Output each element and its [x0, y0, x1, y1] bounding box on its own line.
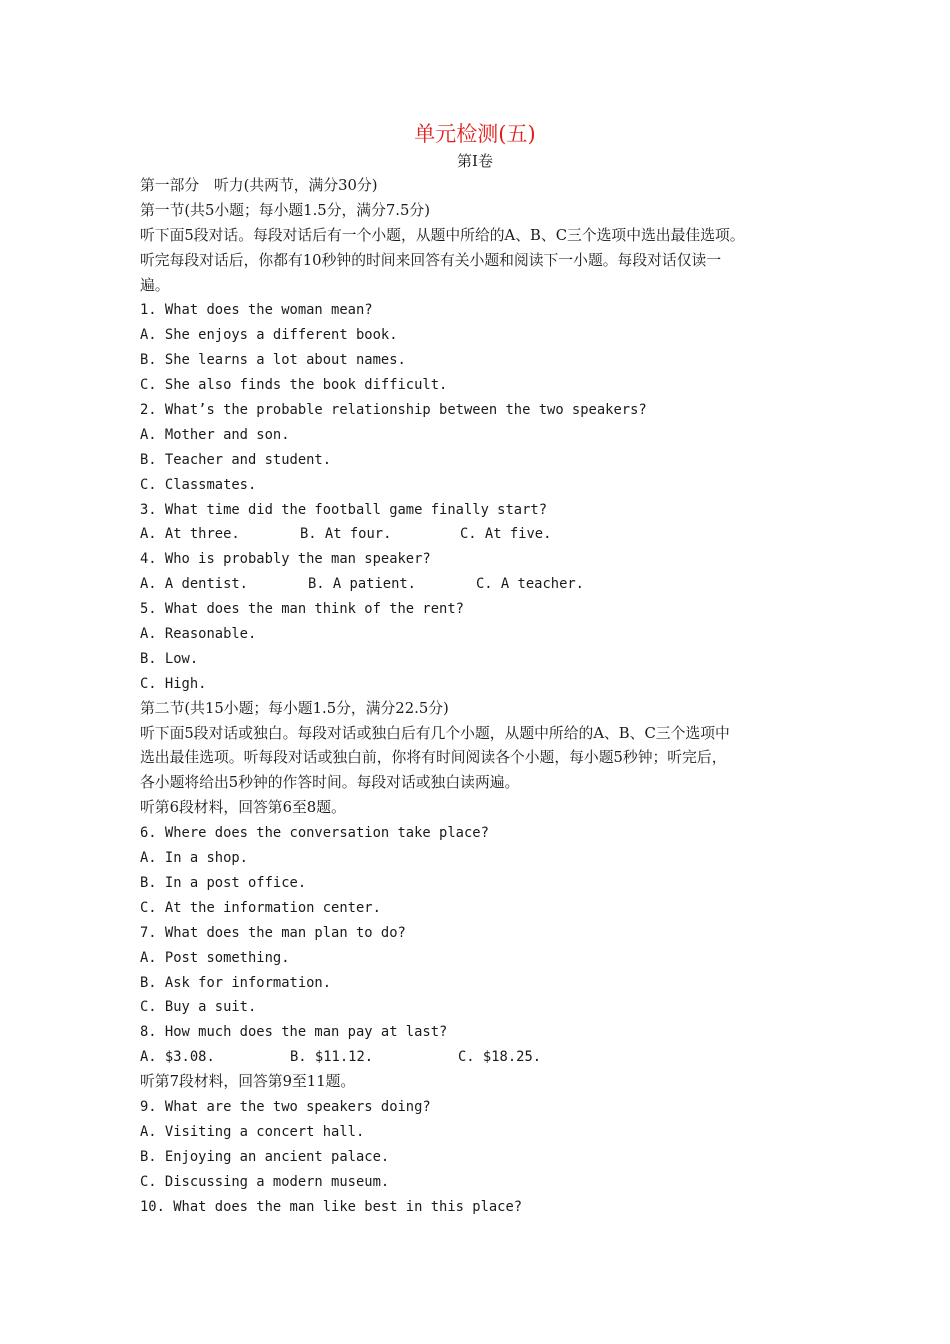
option: A. Visiting a concert hall. [140, 1123, 365, 1140]
question-6: 6. Where does the conversation take place? [140, 825, 489, 842]
volume-label: 第Ⅰ卷 [457, 152, 493, 170]
question-2: 2. What’s the probable relationship between the two speakers? [140, 402, 647, 419]
option: A. $3.08. [140, 1049, 215, 1066]
options-row [140, 572, 830, 597]
option: B. A patient. [308, 576, 416, 593]
question-5: 5. What does the man think of the rent? [140, 601, 464, 618]
option: C. Discussing a modern museum. [140, 1173, 390, 1190]
option: C. Buy a suit. [140, 999, 257, 1016]
options-row [140, 522, 830, 547]
document-title: 单元检测(五) [414, 122, 536, 146]
part-heading: 第一部分 听力(共两节，满分30分) [140, 177, 378, 194]
question-4: 4. Who is probably the man speaker? [140, 551, 431, 568]
material-note: 听第7段材料，回答第9至11题。 [140, 1073, 356, 1091]
question-3: 3. What time did the football game finally start? [140, 501, 548, 518]
option: A. At three. [140, 526, 240, 543]
question-1: 1. What does the woman mean? [140, 302, 373, 319]
option: B. Teacher and student. [140, 451, 332, 468]
option: A. A dentist. [140, 576, 248, 593]
instruction-line: 听完每段对话后，你都有10秒钟的时间来回答有关小题和阅读下一小题。每段对话仅读一 [140, 251, 722, 269]
question-9: 9. What are the two speakers doing? [140, 1098, 431, 1115]
option: C. She also finds the book difficult. [140, 377, 448, 394]
option: B. In a post office. [140, 874, 307, 891]
option: C. Classmates. [140, 476, 257, 493]
option: C. A teacher. [476, 576, 584, 593]
instruction-line: 听下面5段对话。每段对话后有一个小题，从题中所给的A、B、C三个选项中选出最佳选项。 [140, 226, 745, 244]
question-10: 10. What does the man like best in this place? [140, 1198, 523, 1215]
option: C. At the information center. [140, 899, 381, 916]
options-row [140, 1045, 830, 1070]
instruction-line: 各小题将给出5秒钟的作答时间。每段对话或独白读两遍。 [140, 774, 520, 792]
option: A. She enjoys a different book. [140, 327, 398, 344]
option: A. Reasonable. [140, 626, 257, 643]
option: B. Enjoying an ancient palace. [140, 1148, 390, 1165]
instruction-line: 选出最佳选项。听每段对话或独白前，你将有时间阅读各个小题，每小题5秒钟；听完后， [140, 749, 727, 767]
option: B. She learns a lot about names. [140, 352, 406, 369]
document-body [140, 174, 830, 1219]
option: C. High. [140, 675, 207, 692]
option: A. Mother and son. [140, 426, 290, 443]
option: A. In a shop. [140, 850, 248, 867]
material-note: 听第6段材料，回答第6至8题。 [140, 799, 346, 817]
question-7: 7. What does the man plan to do? [140, 924, 406, 941]
option: B. $11.12. [290, 1049, 374, 1066]
option: C. $18.25. [458, 1049, 542, 1066]
option: C. At five. [460, 526, 552, 543]
question-8: 8. How much does the man pay at last? [140, 1024, 448, 1041]
option: B. Ask for information. [140, 974, 332, 991]
option: A. Post something. [140, 949, 290, 966]
section1-heading: 第一节(共5小题；每小题1.5分，满分7.5分) [140, 201, 430, 219]
option: B. Low. [140, 650, 199, 667]
option: B. At four. [300, 526, 392, 543]
section2-heading: 第二节(共15小题；每小题1.5分，满分22.5分) [140, 699, 449, 717]
instruction-line: 听下面5段对话或独白。每段对话或独白后有几个小题，从题中所给的A、B、C三个选项中 [140, 724, 730, 742]
instruction-line: 遍。 [140, 276, 170, 294]
